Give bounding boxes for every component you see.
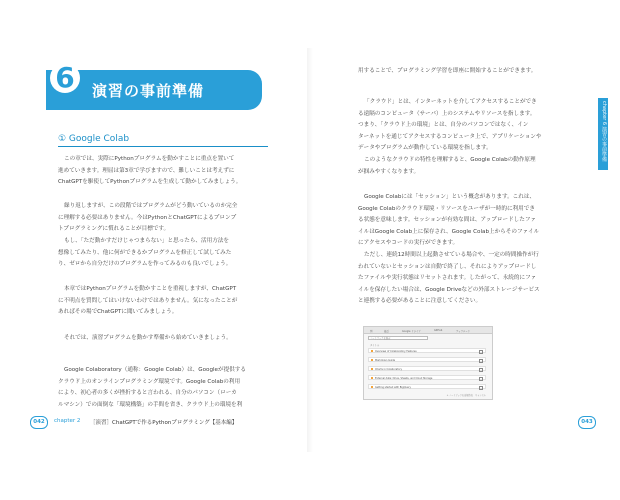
right-paragraph-5: ただし、連続12時間以上起動させている場合や、一定の時間操作が行 われていないとセッションは自動で終了し、それによりアップロードし たファイルや実行状態はリセットされます。したがって、永続的にファ イルを保存したい場合は、Google Driveなどの外部ストレージサービス と連携する必要があることに注意してください。	[358, 252, 540, 305]
screenshot-row: Overview of Colaboratory Features	[368, 348, 486, 353]
chapter-title: 演習の事前準備	[92, 82, 205, 100]
screenshot-row: External data: Drive, Sheets, and Cloud Storage	[368, 375, 486, 380]
notebook-icon	[371, 377, 373, 379]
notebook-icon	[371, 359, 373, 361]
footer-book-title: ［演習］ChatGPTで作るPythonプログラミング【基本編】	[90, 420, 238, 426]
screenshot-search: ノートブックを検索	[368, 336, 428, 340]
chapter-side-tab: chapter 6 演習の事前準備	[598, 98, 608, 170]
left-paragraph-1: この章では、実際にPythonプログラムを動かすことに重点を置いて 進めていきます。理屈は第3章で学びますので、難しいことは考えずに ChatGPTを駆使してPythonプログラムを生成して動かしてみましょう。	[58, 156, 242, 186]
section-underline	[58, 146, 268, 147]
chapter-number: 6	[50, 63, 80, 93]
screenshot-row: Getting started with BigQuery	[368, 384, 486, 389]
left-paragraph-3: もし、「ただ動かすだけじゃつまらない」と思ったら、活用方法を 想像してみたり、他に何ができるかプログラムを修正して試してみた り、ゼロから自分だけのプログラムを作ってみるのも良いでしょう。	[58, 238, 232, 268]
screenshot-tab: Google ドライブ	[402, 329, 421, 333]
external-link-icon	[479, 386, 483, 390]
external-link-icon	[479, 359, 483, 363]
external-link-icon	[479, 368, 483, 372]
page-number-right: 043	[578, 416, 596, 429]
screenshot-tab: GitHub	[434, 328, 443, 332]
colab-screenshot	[363, 326, 493, 400]
left-paragraph-4: 本章ではPythonプログラムを動かすことを重視しますが、ChatGPT に不明点を質問してはいけないわけではありません。気になったことが あればその場でChatGPTに聞いてみましょう。	[58, 286, 238, 316]
external-link-icon	[479, 350, 483, 354]
screenshot-tab: アップロード	[456, 329, 471, 333]
screenshot-tab: 例	[370, 329, 373, 333]
page-number-left: 042	[30, 416, 48, 429]
section-heading: ① Google Colab	[58, 134, 130, 144]
notebook-icon	[371, 350, 373, 352]
page-gutter	[307, 48, 313, 452]
right-paragraph-1: 用することで、プログラミング学習を即座に開始することができます。	[358, 68, 537, 74]
notebook-icon	[371, 368, 373, 370]
footer-chapter-label: chapter 2	[54, 418, 81, 424]
screenshot-footer: + ノートブックを新規作成 キャンセル	[446, 394, 486, 397]
left-paragraph-2: 繰り返しますが、この段階ではプログラムがどう動いているのか完全 に理解する必要はありません。今はPythonとChatGPTによるプロンプ トプログラミングに慣れることが目標です。	[58, 203, 238, 233]
notebook-icon	[371, 386, 373, 388]
left-paragraph-6: Google Colaboratory（通称：Google Colab）は、Googleが提供する クラウド上のオンラインプログラミング環境です。Google Colabの利用 により、初心者の多くが挫折すると言われる、自分のパソコン（ローカ ルマシン）での面倒な「環境構築」の手間を省き、クラウド上の環境を利	[58, 367, 246, 408]
screenshot-sub-label: タイトル	[370, 344, 380, 347]
screenshot-row: Markdown Guide	[368, 357, 486, 362]
left-paragraph-5: それでは、演習プログラムを動かす準備から始めていきましょう。	[64, 335, 232, 341]
right-paragraph-3: このようなクラウドの特性を理解すると、Google Colabの動作原理 が掴みやすくなります。	[358, 157, 536, 175]
screenshot-tab: 最近	[384, 329, 389, 333]
screenshot-row: Charts in Colaboratory	[368, 366, 486, 371]
external-link-icon	[479, 377, 483, 381]
screenshot-tab-bar	[364, 327, 492, 334]
right-paragraph-2: 「クラウド」とは、インターネットを介してアクセスすることができ る遠隔のコンピュータ（サーバ）上のシステムやリソースを指します。 つまり、「クラウド上の環境」とは、自分のパソコンではなく、イン ターネットを通じてアクセスするコンピュータ上で、アプリケーションや データやプログラムが動作している環境を指します。	[358, 99, 542, 152]
right-paragraph-4: Google Colabには「セッション」という概念があります。これは、 Google Colabのクラウド環境・リソースをユーザが一時的に利用でき る状態を意味します。セッションが有効な間は、アップロードしたファ イルはGoogle Colab上に保存され、Google Colab上からそのファイル にアクセスやコードの実行ができます。	[358, 194, 540, 247]
